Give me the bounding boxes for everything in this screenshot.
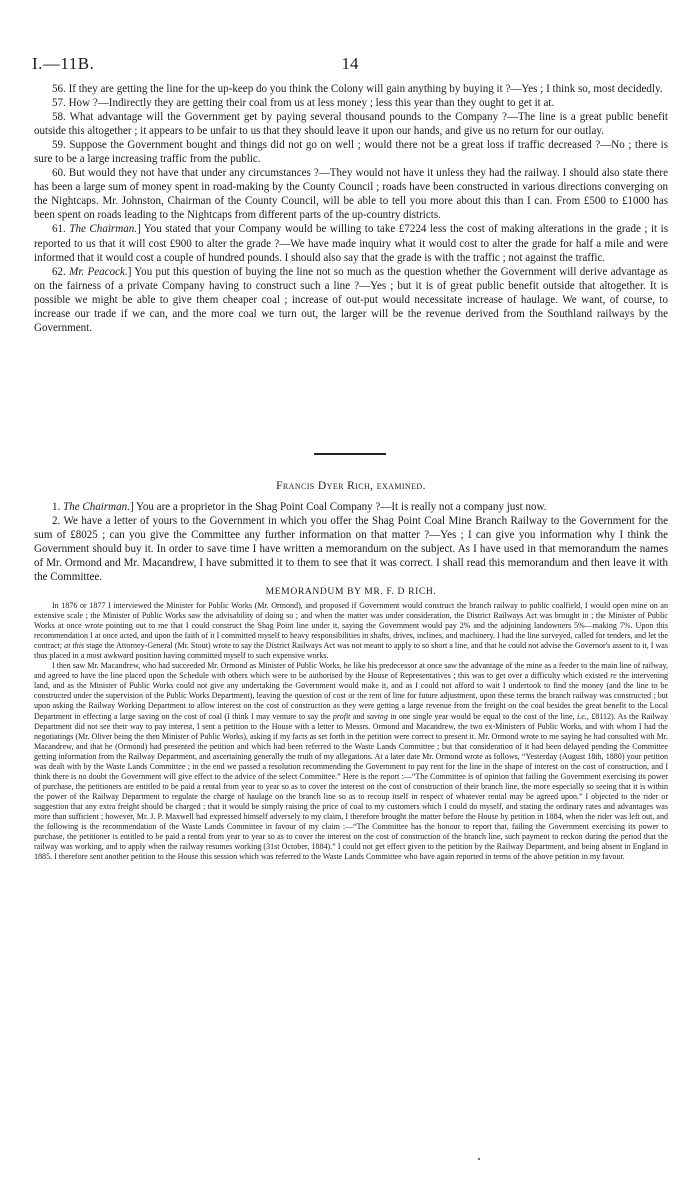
speaker-name: The Chairman. — [63, 501, 130, 513]
speaker-name: The Chairman. — [69, 223, 138, 236]
speaker-name: Mr. Peacock. — [69, 265, 128, 278]
question-paragraph: 56. If they are getting the line for the up-keep do you think the Colony will gain anything by buying it ?—Yes ; I think so, most decidedly. — [52, 83, 663, 95]
question-paragraph: 59. Suppose the Government bought and things did not go on well ; would there not be a great loss if traffic decreased ?—No ; there is sure to be a large increasing traffic from the public. — [34, 139, 668, 166]
question-paragraph: 1. The Chairman.] You are a proprietor in the Shag Point Coal Company ?—It is really not a company just now. — [52, 501, 547, 513]
question-paragraph: 57. How ?—Indirectly they are getting their coal from us at less money ; less this year than they ought to get it at. — [52, 97, 555, 110]
page-header — [32, 54, 668, 76]
question-paragraph: 62. Mr. Peacock.] You put this question of buying the line not so much as the question whether the Government will derive advantage as on the fairness of a private Company having to construct such a line ?—Yes ; but it is of great public benefit outside that altogether. It is possible we might be able to give them cheaper coal ; increase of out-put would necessitate increase of haulage. We want, of course, to increase our trade if we can, and the more coal we turn out, the larger will be the revenue derived from the Southland railways by the Government. — [34, 265, 668, 334]
memorandum-body — [34, 601, 668, 862]
question-paragraph: 60. But would they not have that under any circumstances ?—They would not have it unless they had the railway. I should also state there has been a large sum of money spent in road-making by the County Council ; roads have been constructed in various directions converging on the Nightcaps. Mr. Johnston, Chairman of the County Council, will be able to tell you more about this than I can. From £500 to £1000 has been spent on roads leading to the Nightcaps from different parts of the up-country districts. — [34, 167, 668, 222]
section-divider — [314, 453, 386, 455]
question-paragraph: 61. The Chairman.] You stated that your Company would be willing to take £7224 less the cost of making alterations in the grade ; it is reported to us that it will cost £900 to alter the grade ?—We have made inquiry what it would cost to alter the grade for half a mile and were informed that it would cost a couple of hundred pounds. I should also say that the grade is with the traffic ; not against the traffic. — [34, 223, 669, 264]
witness-heading: Francis Dyer Rich, examined. — [276, 480, 426, 492]
memo-paragraph: In 1876 or 1877 I interviewed the Minister for Public Works (Mr. Ormond), and proposed if Government would construct the branch railway to public coalfield, I would open mine on an extensive scale ; the Minister of Public Works saw the advisability of doing so ; and when the matter was under consideration, the District Railways Act was brought in ; the Minister of Public Works at once wrote pointing out to me that I could construct the Shag Point line under it, saying the Government would pay 2% and the adjoining landowners 5%—making 7%. Upon this recommendation I at once acted, and upon the faith of it I committed myself to heavy responsibilities in shafts, drives, inclines, and machinery. I had the line surveyed, called for tenders, and let the contract; at this stage the Attorney-General (Mr. Stout) wrote to say the District Railways Act was not meant to apply to so short a line, and that he could not advise the Governor's assent to it, I was thus placed in a most awkward position having committed myself to such expensive works. — [34, 601, 668, 661]
memo-paragraph: I then saw Mr. Macandrew, who had succeeded Mr. Ormond as Minister of Public Works, he like his predecessor at once saw the advantage of the mine as a feeder to the main line of railway, and agreed to have the line placed upon the Schedule with others which were to be authorised by the House of Representatives ; this was to get over a difficulty which existed re the intervening land, and as the Minister of Public Works could not give any undertaking the Government would make it, and as I could not afford to wait I undertook to find the money (and the line to be constructed under the supervision of the Public Works Department), leaving the question of cost or the rent of line for future adjustment, upon these terms the branch railway was constructed ; but upon asking the Railway Working Department to allow interest on the cost of construction as they were getting a large revenue from the freight on the coal besides the great benefit to the Local Department in effecting a large saving on the cost of coal (I think I may venture to say the profit and saving in one single year would be equal to the cost of the line, i.e., £8112). As the Railway Department did not see their way to pay interest, I sent a petition to the House with a letter to Messrs. Ormond and Macandrew, the two ex-Ministers of Public Works, and with whom I had the negotiatings (Mr. Oliver being the then Minister of Public Works), asking if my facts as set forth in the petition were correct to present it. Mr. Ormond wrote to me saying he had consulted with Mr. Macandrew, and that he (Ormond) had presented the petition and which had been referred to the Waste Lands Committee ; but that consideration of it had been delayed pending the Committee getting information from the Railway Department, and ascertaining generally the truth of my allegations. At a later date Mr. Ormond wrote as follows, “Yesterday (August 18th, 1880) your petition was dealt with by the Waste Lands Committee ; in the end we passed a resolution recommending the Government to pay rent for the line in the shape of interest on the cost of construction, and I think there is no doubt the Government will give effect to the advice of the select Committee.” Here is the report :—“The Committee is of opinion that failing the Government exercising its power of purchase, the petitioners are entitled to be paid a rental from year to year so as to cover the interest on the cost of construction of their branch line, the more especially so seeing that it is within the power of the Railway Department to regulate the charge of haulage on the branch line so as to recoup itself in respect of whatever rental may be agreed upon.” I objected to the rider or suggestion that any extra freight should be charged ; that it would be simply raising the price of coal to my customers which I could do myself, and stating the ordinary rates and advantages was more than sufficient ; however, Mr. J. P. Maxwell had expressed himself adversely to my claim, I therefore brought the matter before the House by petition in 1884, when the rider was left out, and the following is the recommendation of the Waste Lands Committee in favour of my claim :—“The Committee has the honour to report that, failing the Government exercising its power to purchase, the petitioner is entitled to be paid a rental from year to year so as to cover the interest on the cost of construction of the branch line, such payment to reckon during the period that the railway was working, and to apply when the railway resumes working (31st October, 1884).” I could not get effect given to the petition by the Railway Department, and being absent in England in 1885. I therefore sent another petition to the House this session which was referred to the Waste Lands Committee who have again reported in terms of the above petition in my favour. — [34, 661, 669, 862]
question-paragraph: 58. What advantage will the Government get by paying several thousand pounds to the Company ?—The line is a great public benefit outside this altogether ; it appears to be unfair to us that they should leave it upon our hands, and give us no return for our outlay. — [34, 111, 668, 138]
memorandum-title: MEMORANDUM BY MR. F. D RICH. — [265, 586, 437, 597]
evidence-section-2 — [34, 500, 668, 584]
document-reference: I.—11B. — [32, 54, 95, 73]
question-paragraph: 2. We have a letter of yours to the Government in which you offer the Shag Point Coal Mine Branch Railway to the Government for the sum of £8025 ; can you give the Committee any further information on that matter ?—Yes ; I can give you information why I think the Government should buy it. In order to save time I have written a memorandum on the subject. As I have used in that memorandum the names of Mr. Ormond and Mr. Macandrew, I have submitted it to them to see that it was correct. I shall read this memorandum and then leave it with the Committee. — [34, 515, 668, 584]
evidence-section-1 — [34, 82, 668, 335]
page-number: 14 — [341, 54, 359, 73]
print-mark — [478, 1158, 480, 1160]
